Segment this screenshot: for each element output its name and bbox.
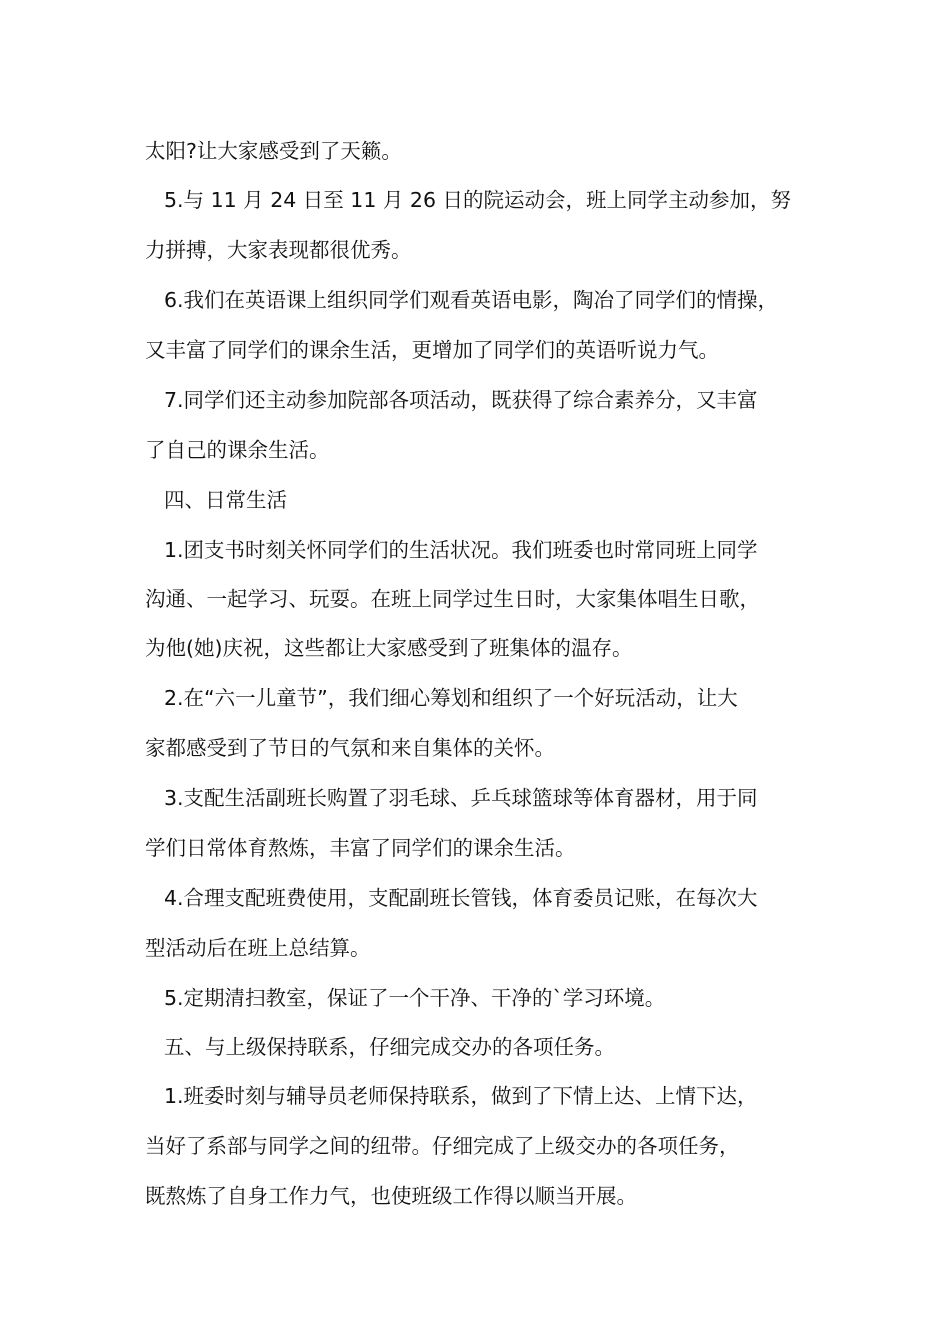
text-line: 学们日常体育熬炼，丰富了同学们的课余生活。 — [145, 836, 576, 860]
text-line: 为他(她)庆祝，这些都让大家感受到了班集体的温存。 — [145, 636, 633, 660]
paragraph-3-sports-equipment: 3.支配生活副班长购置了羽毛球、乒乓球篮球等体育器材，用于同 — [164, 786, 758, 810]
paragraph-2-childrens-day: 2.在“六一儿童节”，我们细心筹划和组织了一个好玩活动，让大 — [164, 686, 738, 710]
text-line: 了自己的课余生活。 — [145, 438, 330, 462]
paragraph-5-cleaning: 5.定期清扫教室，保证了一个干净、干净的`学习环境。 — [164, 986, 666, 1010]
paragraph-5-sports-meet: 5.与 11 月 24 日至 11 月 26 日的院运动会，班上同学主动参加，努 — [164, 188, 792, 212]
paragraph-1-counselor: 1.班委时刻与辅导员老师保持联系，做到了下情上达、上情下达， — [164, 1084, 758, 1108]
text-line: 家都感受到了节日的气氛和来自集体的关怀。 — [145, 736, 555, 760]
text-line: 既熬炼了自身工作力气，也使班级工作得以顺当开展。 — [145, 1184, 637, 1208]
text-line: 力拼搏，大家表现都很优秀。 — [145, 238, 412, 262]
paragraph-1-care: 1.团支书时刻关怀同学们的生活状况。我们班委也时常同班上同学 — [164, 538, 758, 562]
text-line: 当好了系部与同学之间的纽带。仔细完成了上级交办的各项任务， — [145, 1134, 740, 1158]
section-heading-daily-life: 四、日常生活 — [164, 488, 287, 512]
text-line: 又丰富了同学们的课余生活，更增加了同学们的英语听说力气。 — [145, 338, 719, 362]
text-line: 太阳?让大家感受到了天籁。 — [145, 139, 402, 163]
section-heading-contact: 五、与上级保持联系，仔细完成交办的各项任务。 — [164, 1035, 615, 1059]
text-line: 沟通、一起学习、玩耍。在班上同学过生日时，大家集体唱生日歌， — [145, 587, 760, 611]
paragraph-7-activities: 7.同学们还主动参加院部各项活动，既获得了综合素养分，又丰富 — [164, 388, 758, 412]
text-line: 型活动后在班上总结算。 — [145, 936, 371, 960]
paragraph-4-class-fees: 4.合理支配班费使用，支配副班长管钱，体育委员记账，在每次大 — [164, 886, 758, 910]
paragraph-6-english-movie: 6.我们在英语课上组织同学们观看英语电影，陶冶了同学们的情操， — [164, 288, 779, 312]
